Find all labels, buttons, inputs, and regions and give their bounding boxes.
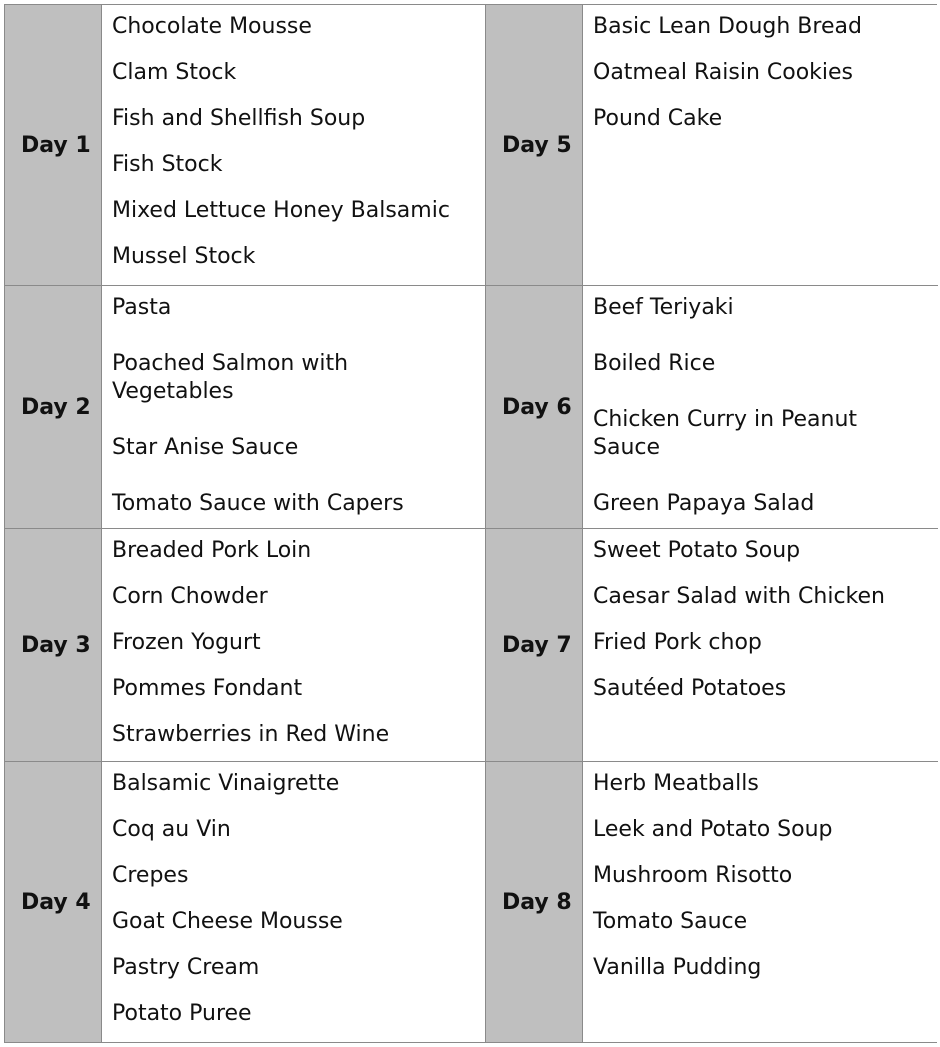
list-item: Leek and Potato Soup [593, 817, 833, 842]
list-item: Poached Salmon with Vegetables [112, 351, 349, 404]
list-item: Frozen Yogurt [112, 630, 261, 655]
day-label: Day 2 [5, 286, 102, 529]
day-items-list [583, 529, 938, 762]
list-item: Breaded Pork Loin [112, 538, 312, 563]
list-item: Pasta [112, 295, 172, 320]
list-item: Caesar Salad with Chicken [593, 584, 885, 609]
list-item: Oatmeal Raisin Cookies [593, 60, 854, 85]
list-item: Basic Lean Dough Bread [593, 14, 862, 39]
day-items-list [583, 286, 938, 529]
list-item: Boiled Rice [593, 351, 716, 376]
list-item: Tomato Sauce [593, 909, 748, 934]
day-items-list [583, 5, 938, 286]
list-item: Mixed Lettuce Honey Balsamic [112, 198, 450, 223]
day-label: Day 1 [5, 5, 102, 286]
list-item: Strawberries in Red Wine [112, 722, 390, 747]
list-item: Sweet Potato Soup [593, 538, 801, 563]
list-item: Pound Cake [593, 106, 723, 131]
day-label: Day 7 [486, 529, 583, 762]
list-item: Corn Chowder [112, 584, 268, 609]
day-items-list [102, 286, 486, 529]
list-item: Tomato Sauce with Capers [112, 491, 404, 516]
day-label: Day 8 [486, 762, 583, 1042]
day-label: Day 6 [486, 286, 583, 529]
list-item: Potato Puree [112, 1001, 252, 1026]
list-item: Chocolate Mousse [112, 14, 312, 39]
list-item: Clam Stock [112, 60, 237, 85]
list-item: Vanilla Pudding [593, 955, 762, 980]
list-item: Chicken Curry in Peanut Sauce [593, 407, 858, 460]
list-item: Balsamic Vinaigrette [112, 771, 340, 796]
day-items-list [102, 762, 486, 1042]
list-item: Pastry Cream [112, 955, 260, 980]
list-item: Green Papaya Salad [593, 491, 815, 516]
day-label: Day 4 [5, 762, 102, 1042]
list-item: Herb Meatballs [593, 771, 759, 796]
list-item: Fish Stock [112, 152, 223, 177]
day-items-list [102, 5, 486, 286]
day-label: Day 3 [5, 529, 102, 762]
list-item: Mushroom Risotto [593, 863, 793, 888]
list-item: Sautéed Potatoes [593, 676, 787, 701]
list-item: Fish and Shellfish Soup [112, 106, 366, 131]
list-item: Beef Teriyaki [593, 295, 734, 320]
list-item: Coq au Vin [112, 817, 231, 842]
day-items-list [102, 529, 486, 762]
list-item: Fried Pork chop [593, 630, 762, 655]
day-items-list [583, 762, 938, 1042]
list-item: Star Anise Sauce [112, 435, 299, 460]
list-item: Pommes Fondant [112, 676, 303, 701]
day-label: Day 5 [486, 5, 583, 286]
list-item: Crepes [112, 863, 189, 888]
list-item: Mussel Stock [112, 244, 256, 269]
menu-schedule-table [4, 4, 937, 1043]
list-item: Goat Cheese Mousse [112, 909, 343, 934]
